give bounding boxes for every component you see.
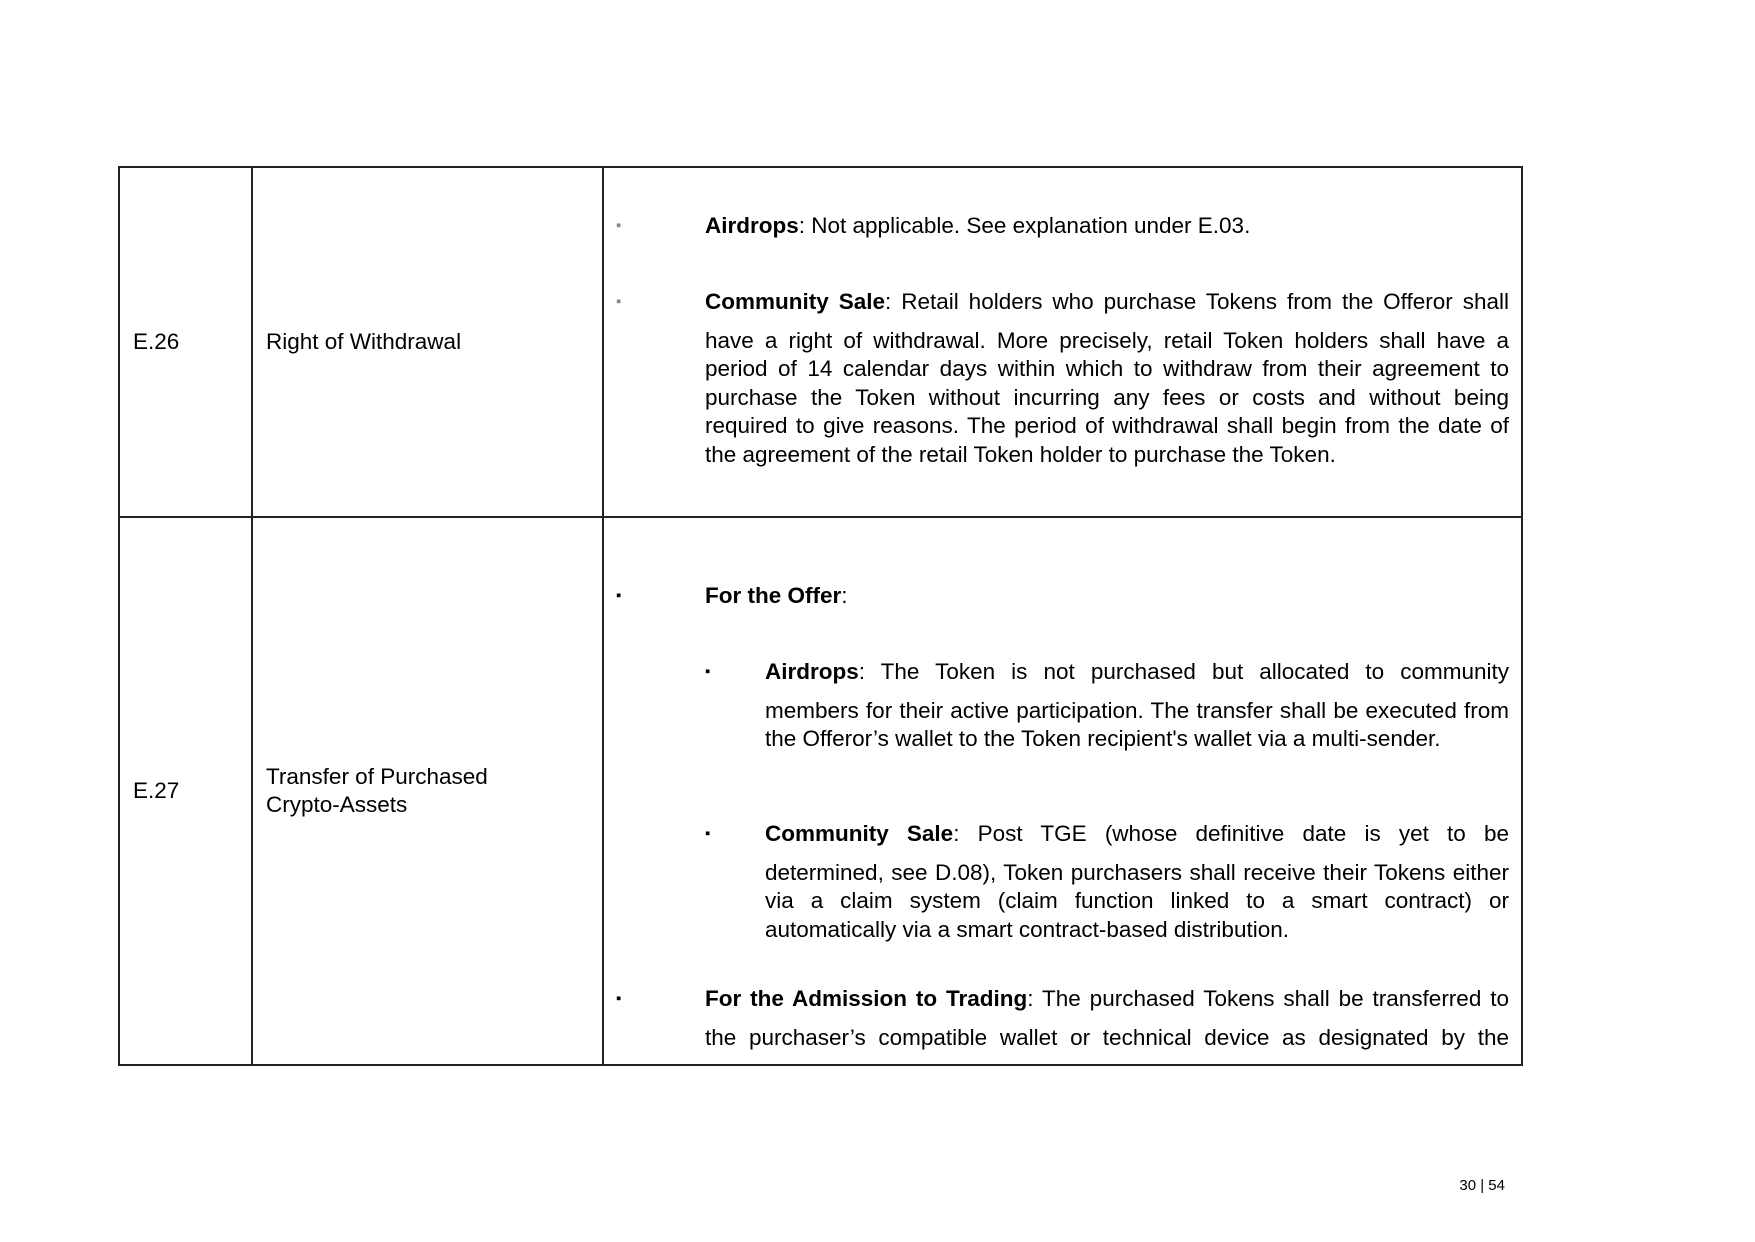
item-title: For the Offer <box>705 583 842 608</box>
item-first-line <box>765 658 1509 687</box>
row-content <box>603 167 1522 517</box>
bullet-icon: ▪ <box>616 293 622 310</box>
bullet-icon: ▪ <box>616 587 622 604</box>
item-title: Community Sale <box>705 289 885 314</box>
item-title: Community Sale <box>765 821 954 846</box>
item-first-line-text: : Retail holders who purchase Tokens from the Offeror shall <box>885 289 1509 314</box>
row-code: E.27 <box>119 517 252 1065</box>
table-row-e26 <box>119 167 1522 517</box>
item-first-line <box>705 288 1509 317</box>
page-number: 30 | 54 <box>1459 1177 1505 1194</box>
row-content <box>603 517 1522 1065</box>
row-label <box>252 517 603 1065</box>
sub-item-community-sale <box>765 820 1509 944</box>
item-title: Airdrops <box>765 659 859 684</box>
item-first-line-text: : The purchased Tokens shall be transferred to <box>1027 986 1509 1011</box>
item-title: For the Admission to Trading <box>705 986 1028 1011</box>
item-airdrops-e26 <box>705 212 1509 241</box>
sub-bullet-icon: ▪ <box>705 825 711 842</box>
item-colon: : <box>841 583 848 608</box>
item-admission-to-trading <box>705 985 1509 1052</box>
row-label: Right of Withdrawal <box>252 167 603 517</box>
bullet-icon: ▪ <box>616 990 622 1007</box>
item-first-line-text: : Post TGE (whose definitive date is yet to be <box>953 821 1509 846</box>
item-text: have a right of withdrawal. More precisely, retail Token holders shall have a period of 14 calendar days within which to withdraw from their agreement to purchase the Token without incurring any fees or costs and without being required to give reasons. The period of withdrawal shall begin from the date of the agreement of the retail Token holder to purchase the Token. <box>705 327 1509 467</box>
item-first-line <box>765 820 1509 849</box>
row-label-line2: Crypto-Assets <box>266 792 408 817</box>
item-text: the purchaser’s compatible wallet or technical device as designated by the <box>705 1024 1509 1050</box>
item-first-line-text: : The Token is not purchased but allocated to community <box>858 659 1509 684</box>
mica-disclosure-table <box>118 166 1523 1066</box>
row-label-line1: Transfer of Purchased <box>266 763 488 789</box>
row-code: E.26 <box>119 167 252 517</box>
item-community-sale-e26 <box>705 288 1509 469</box>
item-for-the-offer <box>705 582 1509 611</box>
sub-bullet-icon: ▪ <box>705 663 711 680</box>
item-text: : Not applicable. See explanation under E.03. <box>798 213 1251 238</box>
table-row-e27 <box>119 517 1522 1065</box>
item-text: determined, see D.08), Token purchasers shall receive their Tokens either via a claim system (claim function linked to a smart contract) or automatically via a smart contract-based distribution. <box>765 859 1509 942</box>
item-text: members for their active participation. The transfer shall be executed from the Offeror’s wallet to the Token recipient's wallet via a multi-sender. <box>765 697 1509 751</box>
bullet-icon: ▪ <box>616 217 622 234</box>
sub-item-airdrops <box>765 658 1509 754</box>
item-first-line <box>705 985 1509 1014</box>
item-title: Airdrops <box>705 213 799 238</box>
